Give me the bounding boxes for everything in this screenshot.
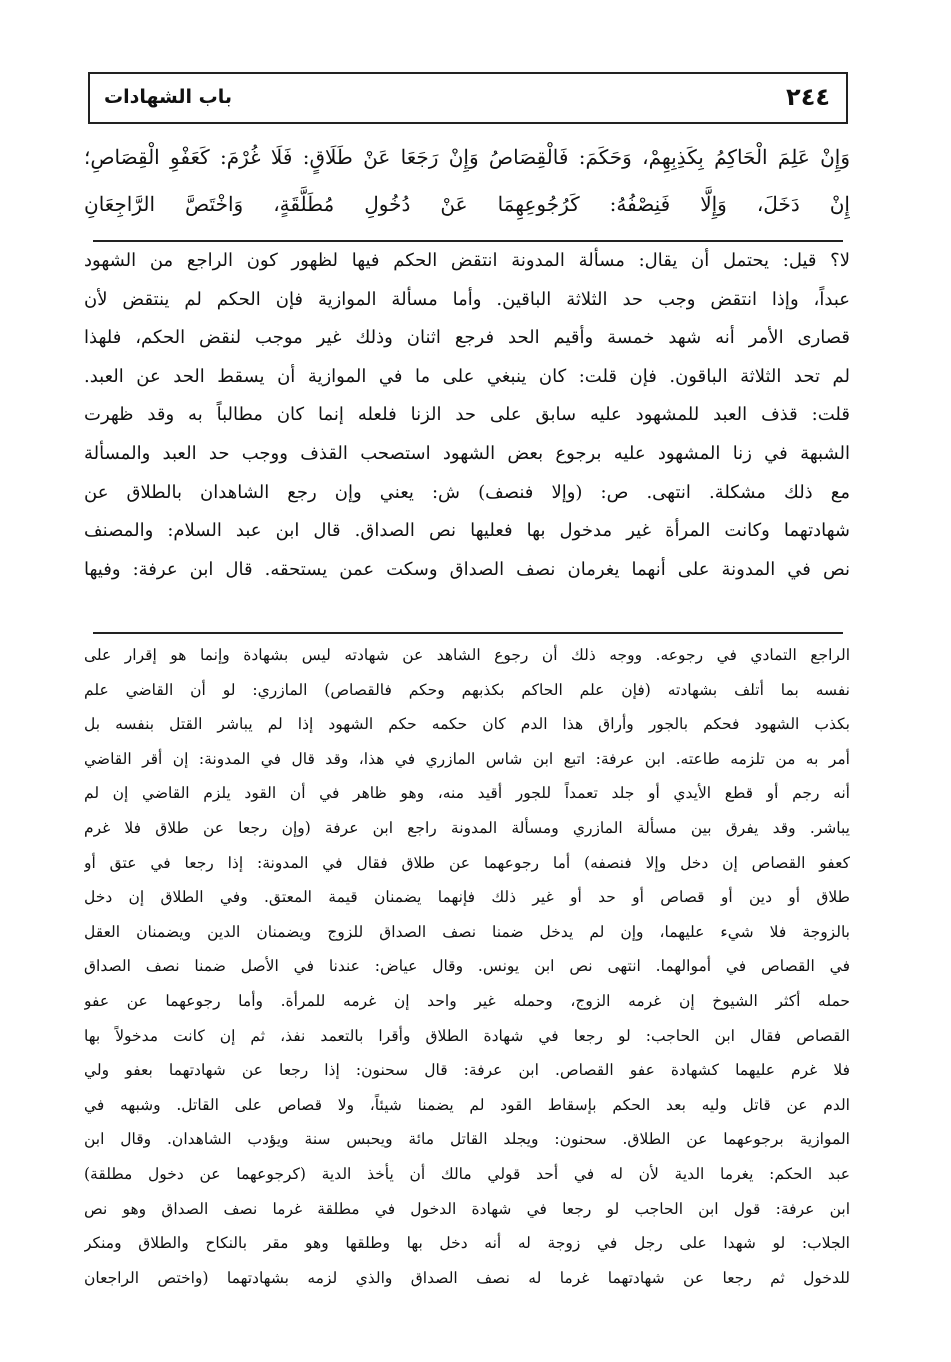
footnote-line: طلاق أو دين أو قصاص أو حد أو غير ذلك فإنهما يضمنان قيمة المعتق. وفي الطلاق إن دخل [84, 888, 850, 907]
footnote-line: أمر به من تلزمه طاعته. ابن عرفة: اتبع ابن شاس المازري في هذا، وقد قال في المدونة: إن أقر القاضي [84, 749, 850, 768]
footnote-text [84, 638, 850, 1295]
footnote-divider [93, 632, 843, 634]
footnote-line: يباشر. وقد يفرق بين مسألة المازري ومسألة المدونة راجع ابن عرفة (وإن رجعا عن طلاق فلا غرم [84, 818, 850, 837]
footnote-line: للدخول ثم رجعا عن شهادتهما غرما له نصف الصداق والذي لزمه بشهادتهما (واختص الراجعان [84, 1268, 850, 1287]
footnote-line: الراجع التمادي في رجوعه. ووجه ذلك أن رجوع الشاهد عن شهادته ليس بشهادة وإنما هو إقرار على [84, 646, 850, 664]
page-header [88, 72, 848, 124]
commentary-line: لا؟ قيل: يحتمل أن يقال: مسألة المدونة انتقض الحكم فيها لظهور كون الراجع من الشهود [84, 250, 850, 271]
chapter-title: باب الشهادات [104, 86, 232, 108]
main-text-line: وَإِنْ عَلِمَ الْحَاكِمُ بِكَذِبِهِمْ، وَحَكَمَ: فَالْقِصَاصُ وَإِنْ رَجَعَا عَنْ طَلَاقٍ: فَلَا غُرْمَ: كَعَفْوِ الْقِصَاصِ؛ [84, 145, 850, 169]
main-text [84, 134, 850, 228]
commentary-line: نص في المدونة على أنهما يغرمان نصف الصداق وسكت عمن يستحقه. قال ابن عرفة: وفيها [84, 558, 850, 580]
footnote-line: الدم عن قاتل وليه بعد الحكم بإسقاط القود لم يضمنا شيئاً، ولا قصاص على القاتل. وشبهه في [84, 1095, 850, 1114]
commentary-line: مع ذلك مشكلة. انتهى. ص: (وإلا فنصف) ش: يعني وإن رجع الشاهدان بالطلاق عن [84, 481, 850, 503]
footnote-line: نفسه بما أتلف بشهادته (فإن علم الحاكم بكذبهم وحكم فالقصاص) المازري: لو أن القاضي علم [84, 680, 850, 699]
footnote-line: فلا غرم عليهما كشهادة عفو القصاص. ابن عرفة: قال سحنون: إذا رجعا عن شهادتهما بعفو ولي [84, 1061, 850, 1080]
footnote-line: كعفو القصاص إن دخل وإلا فنصفه) أما رجوعهما عن طلاق فقال في المدونة: إذا رجعا في عتق أو [84, 853, 850, 872]
commentary-line: الشبهة في زنا المشهود عليه برجوع بعض الشهود استصحب القذف ووجب حد العبد والمسألة [84, 442, 850, 464]
commentary-line: قلت: قذف العبد للمشهود عليه سابق على حد الزنا فلعله إنما كان مطالباً به وقد ظهرت [84, 404, 850, 426]
commentary-line: شهادتهما وكانت المرأة غير مدخول بها فعليها نص الصداق. قال ابن عبد السلام: والمصنف [84, 520, 850, 542]
footnote-line: أنه رجم أو قطع الأيدي أو جلد تعمداً للجور أقيد منه، وهو ظاهر في أن القود يلزم القاضي إن لم [84, 784, 850, 803]
commentary-text [84, 242, 850, 589]
footnote-line: حمله أكثر الشيوخ إن غرمه الزوج، وحمله غير واحد إن غرمه للمرأة. وأما رجوعهما عن عفو [84, 991, 850, 1010]
footnote-line: الموازية برجوعهما عن الطلاق. سحنون: ويجلد القاتل مائة ويحبس سنة ويؤدب الشاهدان. وقال ابن [84, 1130, 850, 1149]
footnote-line: الجلاب: لو شهدا على رجل في زوجة له أنه دخل بها وطلقها وهو مقر بالنكاح والطلاق ومنكر [84, 1234, 850, 1253]
footnote-line: بكذب الشهود فحكم بالجور وأراق هذا الدم كان حكمه حكم الشهود إذا لم يباشر القتل بنفسه بل [84, 715, 850, 734]
commentary-line: عبداً، وإذا انتقض وجب حد الثلاثة الباقين. وأما مسألة الموازية فإن الحكم لم ينتقض لأن [84, 288, 850, 310]
footnote-line: القصاص فقال ابن الحاجب: لو رجعا في شهادة الطلاق وأقرا بالتعمد نفذ، ثم إن كانت مدخولاً بها [84, 1026, 850, 1045]
page-number: ٢٤٤ [786, 83, 830, 111]
footnote-line: عبد الحكم: يغرما الدية لأن له في أحد قولي مالك أن يأخذ الدية (كرجوعهما عن دخول مطلقة) [84, 1164, 850, 1183]
commentary-line: لم تحد الثلاثة الباقون. فإن قلت: كان ينبغي على ما في الموازية أن يسقط الحد عن العبد. [84, 365, 850, 387]
commentary-line: قصارى الأمر أنه شهد خمسة وأقيم الحد فرجع اثنان وذلك غير موجب لنقض الحكم، فلهذا [84, 327, 850, 349]
footnote-line: بالزوجة فلا شيء عليهما، وإن لم يدخل ضمنا نصف الصداق للزوج ويضمنان الدين ويضمنان العقل [84, 922, 850, 941]
footnote-line: ابن عرفة: قول ابن الحاجب لو رجعا في شهادة الدخول في مطلقة غرما نصف الصداق وهو نص [84, 1199, 850, 1218]
main-text-line: إِنْ دَخَلَ، وَإِلَّا فَنِصْفُهُ: كَرُجُوعِهِمَا عَنْ دُخُولِ مُطَلَّقَةٍ، وَاخْتَصَّ الرَّاجِعَانِ [84, 192, 850, 216]
footnote-line: في القصاص في أموالهما. انتهى نص ابن يونس. وقال عياض: عندنا في الأصل ضمنا نصف الصداق [84, 957, 850, 976]
